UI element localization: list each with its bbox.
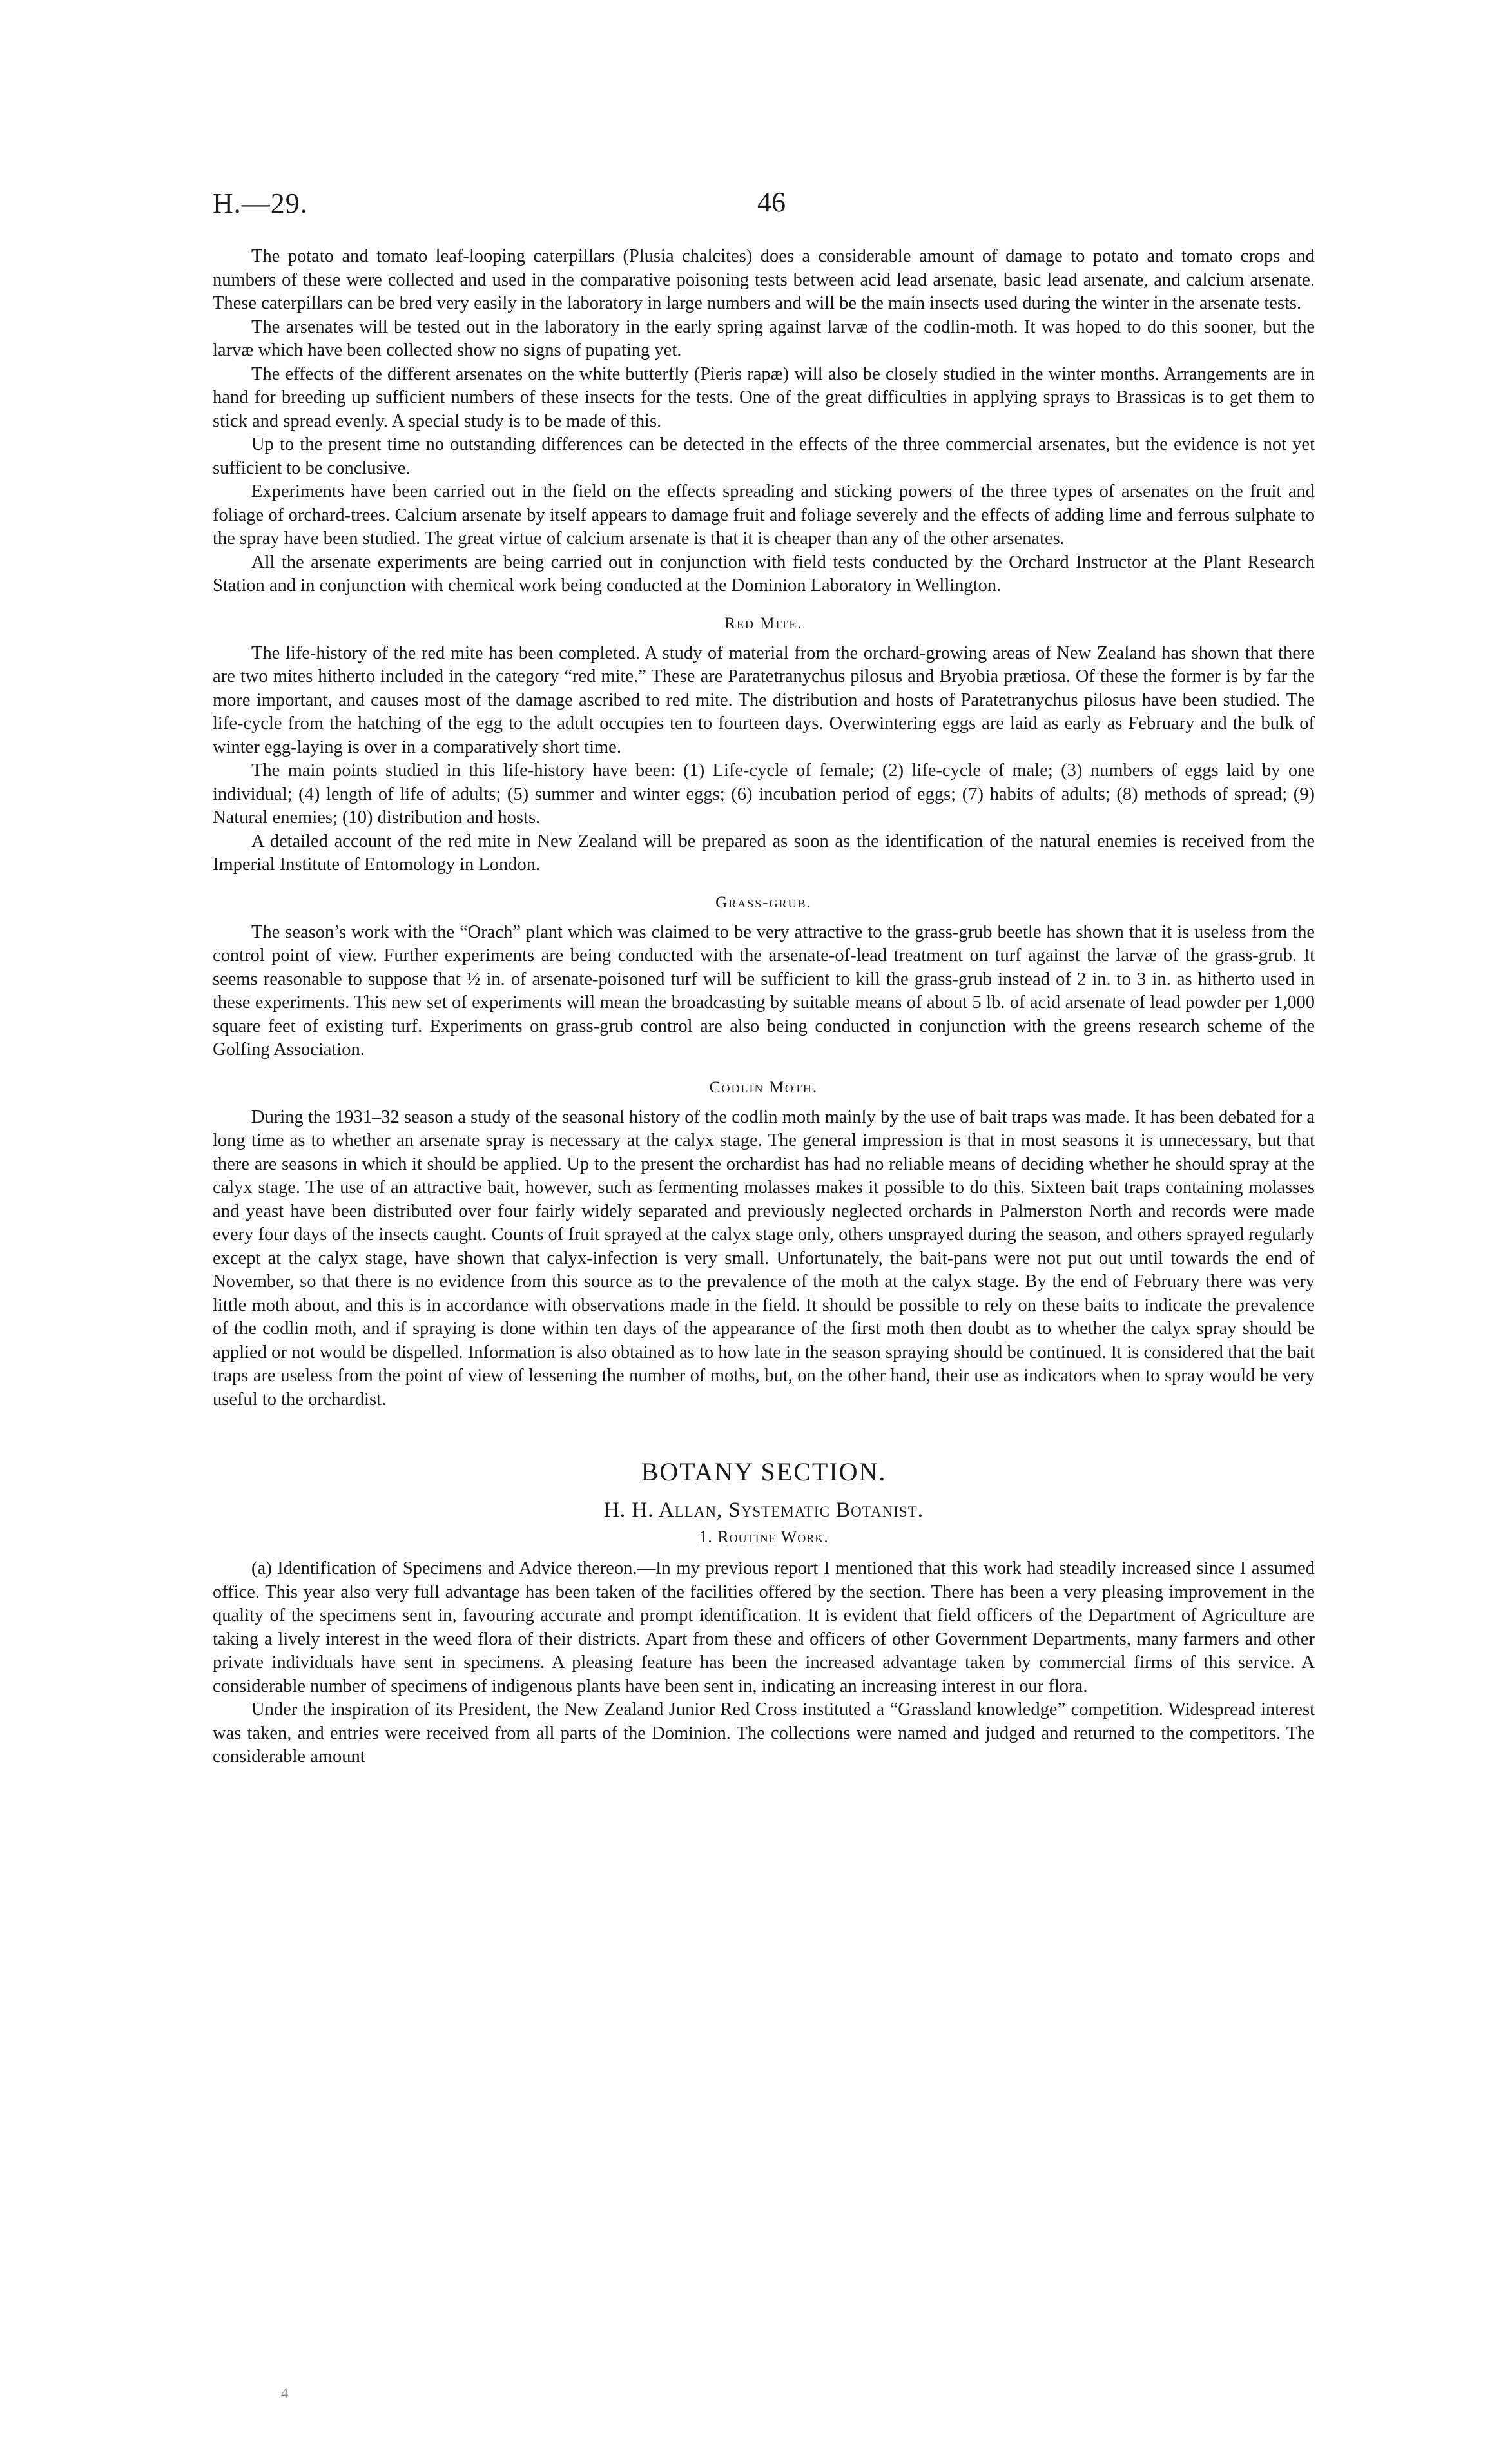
botany-author: H. H. Allan, Systematic Botanist.	[604, 1498, 924, 1522]
paragraph: The potato and tomato leaf-looping caterpillars (Plusia chalcites) does a considerable amount of damage to potato and tomato crops and numbers of these were collected and used in the comparative poisoning tests between acid lead arsenate, basic lead arsenate, and calcium arsenate. These caterpillars can be bred very easily in the laboratory in large numbers and will be the main insects used during the winter in the arsenate tests.	[213, 246, 1315, 313]
botany-section-title: BOTANY SECTION.	[641, 1457, 887, 1486]
paragraph: The main points studied in this life-history have been: (1) Life-cycle of female; (2) life-cycle of male; (3) numbers of eggs laid by one individual; (4) length of life of adults; (5) summer and winter eggs; (6) incubation period of eggs; (7) habits of adults; (8) methods of spread; (9) Natural enemies; (10) distribution and hosts.	[213, 761, 1315, 828]
paragraph: A detailed account of the red mite in New Zealand will be prepared as soon as the identification of the natural enemies is received from the Imperial Institute of Entomology in London.	[213, 831, 1315, 875]
paragraph: Up to the present time no outstanding differences can be detected in the effects of the three commercial arsenates, but the evidence is not yet sufficient to be conclusive.	[213, 434, 1315, 478]
paragraph: The season’s work with the “Orach” plant which was claimed to be very attractive to the grass-grub beetle has shown that it is useless from the control point of view. Further experiments are being conducted with the arsenate-of-lead treatment on turf against the larvæ of the grass-grub. It seems reasonable to suppose that ½ in. of arsenate-poisoned turf will be sufficient to kill the grass-grub instead of 2 in. to 3 in. as hitherto used in these experiments. This new set of experiments will mean the broadcasting by suitable means of about 5 lb. of acid arsenate of lead powder per 1,000 square feet of existing turf. Experiments on grass-grub control are also being conducted in conjunction with the greens research scheme of the Golfing Association.	[213, 922, 1315, 1060]
paragraph: The life-history of the red mite has been completed. A study of material from the orchard-growing areas of New Zealand has shown that there are two mites hitherto included in the category “red mite.” These are Paratetranychus pilosus and Bryobia prætiosa. Of these the former is by far the more important, and causes most of the damage ascribed to red mite. The distribution and hosts of Paratetranychus pilosus have been studied. The life-cycle from the hatching of the egg to the adult occupies ten to fourteen days. Overwintering eggs are laid as early as February and the bulk of winter egg-laying is over in a comparatively short time.	[213, 643, 1315, 757]
grass-grub-heading: Grass-grub.	[715, 893, 812, 911]
paragraph: During the 1931–32 season a study of the seasonal history of the codlin moth mainly by the use of bait traps was made. It has been debated for a long time as to whether an arsenate spray is necessary at the calyx stage. The general impression is that in most seasons it is unnecessary, but that there are seasons in which it should be applied. Up to the present the orchardist has had no reliable means of deciding whether he should spray at the calyx stage. The use of an attractive bait, however, such as fermenting molasses makes it possible to do this. Sixteen bait traps containing molasses and yeast have been distributed over four fairly widely separated and previously neglected orchards in Palmerston North and records were made every four days of the insects caught. Counts of fruit sprayed at the calyx stage only, others unsprayed during the season, and others sprayed regularly except at the calyx stage, have shown that calyx-infection is very small. Unfortunately, the bait-pans were not put out until towards the end of November, so that there is no evidence from this source as to the prevalence of the moth at the calyx stage. By the end of February there was very little moth about, and this is in accordance with observations made in the field. It should be possible to rely on these baits to indicate the prevalence of the codlin moth, and if spraying is done within ten days of the appearance of the first moth then doubt as to whether the calyx spray should be applied or not would be dispelled. Information is also obtained as to how late in the season spraying should be continued. It is considered that the bait traps are useless from the point of view of lessening the number of moths, but, on the other hand, their use as indicators when to spray would be very useful to the orchardist.	[213, 1107, 1315, 1410]
paragraph: The effects of the different arsenates on the white butterfly (Pieris rapæ) will also be closely studied in the winter months. Arrangements are in hand for breeding up sufficient numbers of these insects for the tests. One of the great difficulties in applying sprays to Brassicas is to get them to stick and spread evenly. A special study is to be made of this.	[213, 363, 1315, 431]
paragraph: All the arsenate experiments are being carried out in conjunction with field tests conducted by the Orchard Instructor at the Plant Research Station and in conjunction with chemical work being conducted at the Dominion Laboratory in Wellington.	[213, 552, 1315, 596]
routine-work-heading: 1. Routine Work.	[699, 1527, 829, 1546]
paragraph: (a) Identification of Specimens and Advice thereon.—In my previous report I mentioned that this work had steadily increased since I assumed office. This year also very full advantage has been taken of the facilities offered by the section. There has been a very pleasing improvement in the quality of the specimens sent in, favouring accurate and prompt identification. It is evident that field officers of the Department of Agriculture are taking a lively interest in the weed flora of their districts. Apart from these and officers of other Government Departments, many farmers and other private individuals have sent in specimens. A pleasing feature has been the increased advantage taken by commercial firms of this service. A considerable number of specimens of indigenous plants have been sent in, indicating an increasing interest in our flora.	[213, 1558, 1315, 1696]
paragraph: Under the inspiration of its President, the New Zealand Junior Red Cross instituted a “Grassland knowledge” competition. Widespread interest was taken, and entries were received from all parts of the Dominion. The collections were named and judged and returned to the competitors. The considerable amount	[213, 1700, 1315, 1767]
page-number: 46	[757, 186, 786, 218]
paragraph: The arsenates will be tested out in the laboratory in the early spring against larvæ of the codlin-moth. It was hoped to do this sooner, but the larvæ which have been collected show no signs of pupating yet.	[213, 316, 1315, 360]
paragraph: Experiments have been carried out in the field on the effects spreading and sticking powers of the three types of arsenates on the fruit and foliage of orchard-trees. Calcium arsenate by itself appears to damage fruit and foliage severely and the effects of adding lime and ferrous sulphate to the spray have been studied. The great virtue of calcium arsenate is that it is cheaper than any of the other arsenates.	[213, 481, 1315, 548]
page-body	[213, 245, 1315, 1769]
running-head: H.—29.	[213, 188, 308, 219]
footer-mark: 4	[281, 2385, 288, 2401]
codlin-moth-heading: Codlin Moth.	[709, 1078, 819, 1096]
red-mite-heading: Red Mite.	[724, 614, 803, 632]
